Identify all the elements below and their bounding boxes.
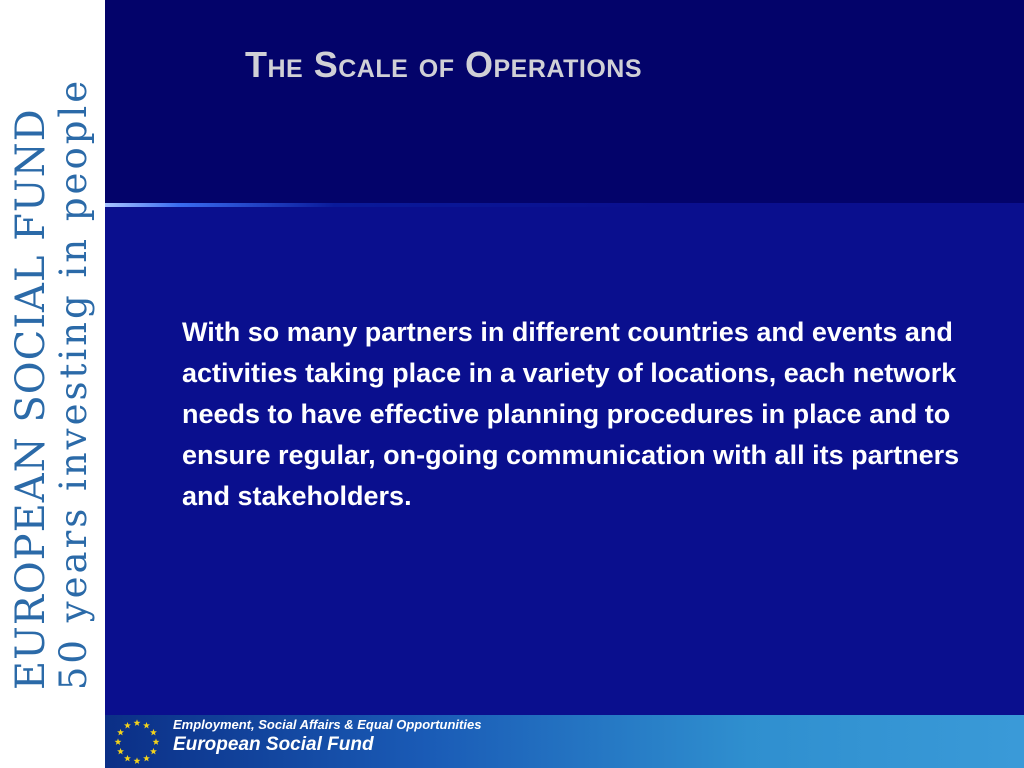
eu-star (117, 729, 124, 736)
slide-body-text: With so many partners in different countries and events and activities taking place in a variety of locations, each network needs to have effective planning procedures in place and to ensure regular, on-going communication with all its partners and stakeholders. (182, 317, 960, 511)
footer-department: Employment, Social Affairs & Equal Opportunities (173, 717, 482, 732)
eu-star (143, 755, 150, 762)
side-banner-title: EUROPEAN SOCIAL FUND (8, 108, 54, 691)
eu-star (124, 755, 131, 762)
side-banner-subtitle: 50 years investing in people (52, 77, 95, 691)
eu-star (150, 748, 157, 755)
side-banner (0, 0, 105, 768)
eu-star (150, 729, 157, 736)
footer-fund-name: European Social Fund (173, 734, 374, 755)
slide-content (105, 0, 1024, 715)
title-band (105, 0, 1024, 205)
eu-star (124, 722, 131, 729)
footer-bar (105, 715, 1024, 768)
title-divider (105, 203, 1024, 207)
eu-star (115, 738, 122, 745)
eu-flag-icon (111, 716, 163, 768)
eu-star (153, 738, 160, 745)
eu-star (134, 719, 141, 726)
slide-title: The Scale of Operations (245, 44, 643, 85)
eu-star (117, 748, 124, 755)
eu-star (143, 722, 150, 729)
eu-star (134, 757, 141, 764)
side-banner-text (9, 78, 95, 690)
